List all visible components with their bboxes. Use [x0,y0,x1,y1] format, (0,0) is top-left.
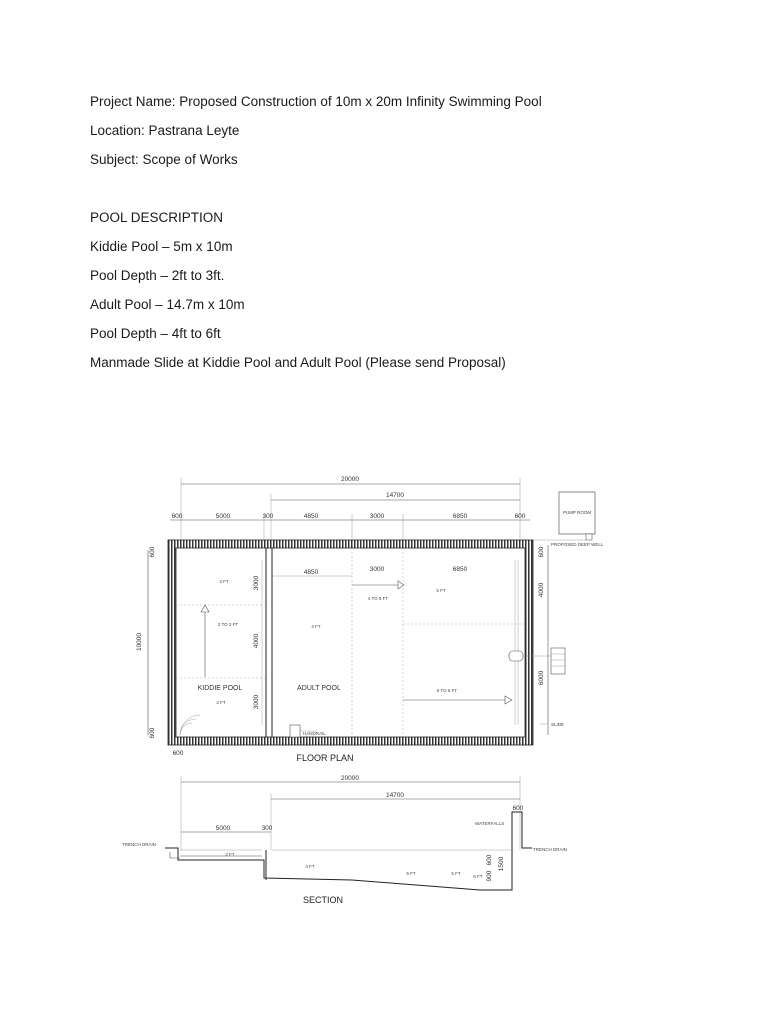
description-item: Manmade Slide at Kiddie Pool and Adult Pool (Please send Proposal) [90,355,506,370]
section-dim-adult: 14700 [385,792,405,799]
section-right-vert: 1500 [498,856,505,872]
inner-dim: 3000 [369,566,385,573]
section-right-vert: 900 [486,870,493,882]
dim-adult: 14700 [385,492,405,499]
section-depth: 5 FT [451,871,461,876]
trench-right: TRENCH DRAIN [533,847,568,852]
dim-top: 600 [171,513,183,520]
dim-total: 20000 [340,476,360,483]
adult-pool-label: ADULT POOL [297,685,341,692]
inner-dim: 4850 [303,569,319,576]
section-drawing [122,775,567,905]
dim-top: 5000 [215,513,231,520]
floor-plan [136,476,604,763]
pump-room-label: PUMP ROOM [563,510,592,515]
right-dim: 4000 [538,582,545,598]
handrail-label: HANDRAIL [303,731,326,736]
bottom-dim: 600 [172,750,184,757]
inner-dim: 6850 [452,566,468,573]
left-small-dim: 600 [149,727,156,739]
section-dim-wall: 300 [261,825,273,832]
left-dim: 10000 [136,632,143,652]
section-right-vert: 600 [486,854,493,866]
waterfalls-label: WATERFALLS [475,821,505,826]
kiddie-2to3: 2 TO 3 FT [217,622,239,627]
section-dim-kiddie: 5000 [215,825,231,832]
dim-top: 300 [262,513,274,520]
description-item: Kiddie Pool – 5m x 10m [90,239,233,254]
pool-interior [176,548,525,737]
adult-4ft: 4 FT [311,624,321,629]
section-dim-right: 600 [512,805,524,812]
kiddie-dim: 3000 [253,575,260,591]
description-item: Adult Pool – 14.7m x 10m [90,297,245,312]
description-item: Pool Depth – 2ft to 3ft. [90,268,225,283]
dim-top: 600 [514,513,526,520]
location: Location: Pastrana Leyte [90,123,240,138]
adult-5ft: 5 FT [436,588,446,593]
description-item: Pool Depth – 4ft to 6ft [90,326,221,341]
pool-description-heading: POOL DESCRIPTION [90,210,224,225]
kiddie-pool-label: KIDDIE POOL [197,685,243,692]
section-dim-total: 20000 [340,775,360,782]
kiddie-dim: 4000 [253,633,260,649]
right-dim: 6000 [538,670,545,686]
project-name: Project Name: Proposed Construction of 10m x 20m Infinity Swimming Pool [90,94,542,109]
section-title: SECTION [302,895,344,905]
section-depth: 4 FT [305,864,315,869]
section-depth: 6 FT [473,874,483,879]
floor-plan-title: FLOOR PLAN [296,753,354,763]
kiddie-2ft: 2 FT [216,700,226,705]
dim-top: 3000 [369,513,385,520]
section-depth: 5 FT [406,871,416,876]
dim-top: 4850 [303,513,319,520]
adult-4to5: 4 TO 5 FT [367,596,389,601]
subject: Subject: Scope of Works [90,152,238,167]
kiddie-dim: 3000 [253,694,260,710]
section-depth: 2 FT [225,852,235,857]
dim-top: 6850 [452,513,468,520]
left-small-dim: 600 [149,546,156,558]
adult-5to6: 5 TO 6 FT [436,688,458,693]
trench-left: TRENCH DRAIN [122,842,157,847]
deep-well-label: PROPOSED DEEP WELL [551,542,604,547]
kiddie-3ft: 3 FT [219,579,229,584]
slide-label: SLIDE [551,722,565,727]
right-dim: 600 [538,546,545,558]
